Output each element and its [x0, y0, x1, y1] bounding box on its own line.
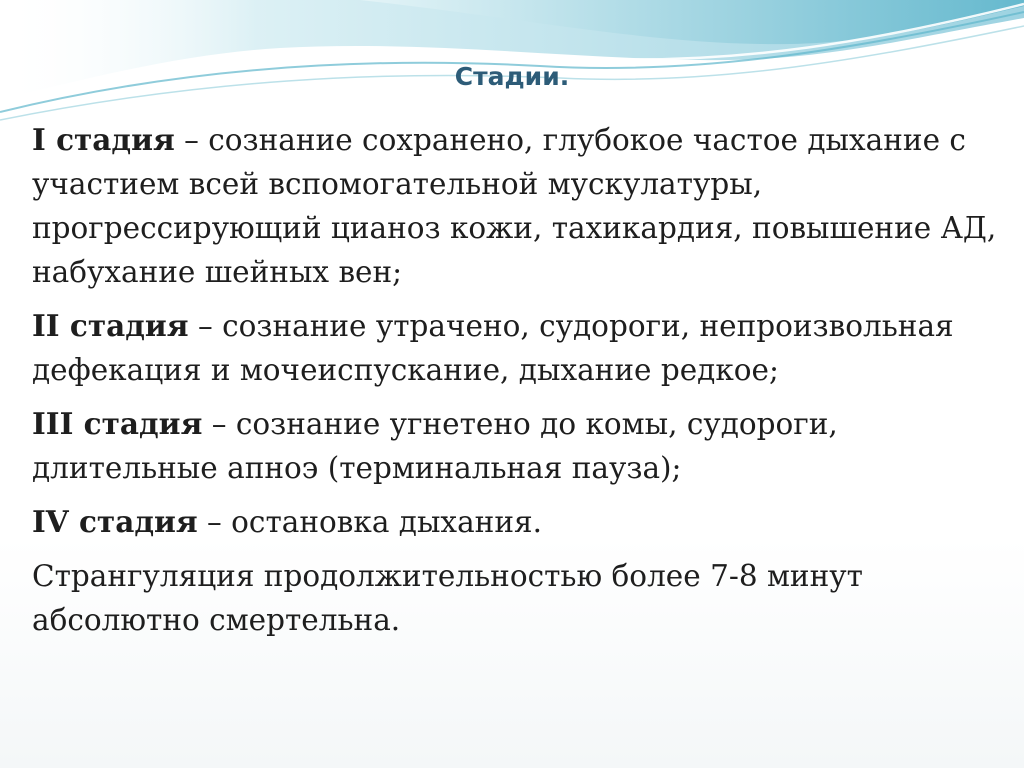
conclusion-paragraph: Странгуляция продолжительностью более 7-8 минут абсолютно смертельна.	[32, 559, 863, 637]
stage-4-paragraph	[32, 500, 1007, 544]
slide-title: Стадии.	[454, 62, 570, 91]
stage-1-paragraph	[32, 118, 1007, 294]
stage-2-text: – сознание утрачено, судороги, непроизвольная дефекация и мочеиспускание, дыхание редкое;	[32, 309, 954, 387]
stage-2-label: II стадия	[32, 308, 189, 343]
stage-3-paragraph	[32, 402, 1007, 490]
stage-3-text: – сознание угнетено до комы, судороги, длительные апноэ (терминальная пауза);	[32, 407, 838, 485]
stage-3-label: III стадия	[32, 406, 203, 441]
stage-4-text: – остановка дыхания.	[197, 505, 542, 539]
stage-4-label: IV стадия	[32, 504, 198, 539]
stage-1-text: – сознание сохранено, глубокое частое дыхание с участием всей вспомогательной мускулатуры, прогрессирующий цианоз кожи, тахикардия, повышение АД, набухание шейных вен;	[32, 123, 997, 289]
stage-2-paragraph	[32, 304, 1007, 392]
slide-body	[32, 118, 1007, 652]
stage-1-label: I стадия	[32, 122, 175, 157]
